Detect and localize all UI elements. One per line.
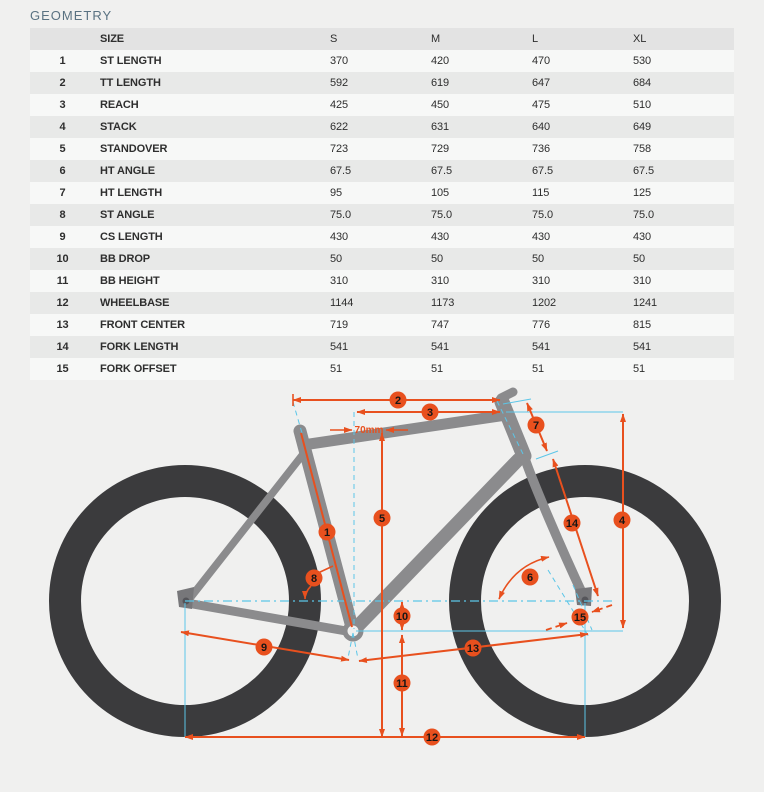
row-value-xl: 541 [633,341,652,353]
row-value-l: 776 [532,319,551,331]
table-row [30,116,734,138]
row-number: 14 [56,341,69,353]
row-label: STANDOVER [100,143,168,155]
row-value-s: 622 [330,121,349,133]
row-number: 2 [59,77,66,89]
dimension-badge-label-15: 15 [573,611,587,624]
row-value-s: 1144 [330,297,354,309]
row-value-l: 1202 [532,297,557,309]
row-value-s: 370 [330,55,349,67]
dimension-badge-label-2: 2 [394,394,402,407]
row-value-m: 747 [431,319,450,331]
dimension-badge-label-9: 9 [260,641,268,654]
row-value-m: 541 [431,341,450,353]
row-value-m: 631 [431,121,450,133]
row-label: BB DROP [100,253,151,265]
row-value-xl: 758 [633,143,652,155]
dimension-badge-label-4: 4 [618,514,626,527]
header-row [30,28,734,50]
row-value-xl: 51 [633,363,646,375]
row-value-l: 470 [532,55,551,67]
header-col-l: L [532,28,633,50]
row-number: 6 [59,165,66,177]
table-row [30,204,734,226]
row-value-l: 67.5 [532,165,554,177]
row-value-s: 592 [330,77,349,89]
row-value-l: 640 [532,121,551,133]
row-value-l: 475 [532,99,551,111]
row-number: 12 [56,297,69,309]
table-row [30,314,734,336]
row-value-m: 105 [431,187,450,199]
row-number: 11 [56,275,69,287]
chain-stay [187,603,352,632]
row-value-l: 736 [532,143,551,155]
dimension-badge-label-3: 3 [426,406,434,419]
row-number: 15 [56,363,69,375]
row-number: 5 [59,143,66,155]
page-title: GEOMETRY [30,8,113,23]
bike-geometry-diagram [0,385,764,787]
dimension-badge-label-6: 6 [526,571,534,584]
row-value-m: 67.5 [431,165,453,177]
row-number: 4 [59,121,66,133]
row-value-s: 67.5 [330,165,352,177]
row-value-xl: 125 [633,187,652,199]
dimension-badge-label-1: 1 [323,526,331,539]
row-value-m: 450 [431,99,450,111]
dimension-badge-label-11: 11 [396,677,408,690]
row-value-m: 1173 [431,297,455,309]
row-number: 3 [59,99,66,111]
row-value-l: 50 [532,253,545,265]
row-label: TT LENGTH [100,77,161,89]
dimension-badge-label-5: 5 [378,512,386,525]
bike-diagram-svg [0,385,764,787]
table-row [30,182,734,204]
row-value-s: 95 [330,187,343,199]
geometry-table [30,28,734,380]
row-value-s: 50 [330,253,343,265]
row-value-m: 75.0 [431,209,453,221]
row-value-s: 541 [330,341,349,353]
row-value-s: 425 [330,99,349,111]
table-row [30,248,734,270]
row-value-xl: 50 [633,253,646,265]
row-value-s: 75.0 [330,209,352,221]
row-value-l: 115 [532,187,550,199]
header-col-xl: XL [633,28,734,50]
row-value-l: 541 [532,341,551,353]
head-tube [502,402,524,456]
dimension-badge-label-8: 8 [310,572,318,585]
row-value-s: 51 [330,363,343,375]
row-number: 1 [59,55,66,67]
front-axle [582,597,589,604]
row-label: HT LENGTH [100,187,163,199]
row-value-xl: 75.0 [633,209,655,221]
table-row [30,292,734,314]
row-label: REACH [100,99,139,111]
row-value-m: 310 [431,275,450,287]
row-value-l: 647 [532,77,551,89]
row-value-xl: 67.5 [633,165,655,177]
row-value-xl: 684 [633,77,652,89]
dimension-badge-label-13: 13 [466,642,480,655]
dim-15-upper-arrow [592,605,612,612]
row-label: CS LENGTH [100,231,163,243]
row-value-xl: 430 [633,231,652,243]
row-value-m: 50 [431,253,444,265]
header-num [30,28,95,50]
row-value-m: 619 [431,77,450,89]
row-value-xl: 310 [633,275,652,287]
header-col-s: S [330,28,431,50]
row-value-s: 723 [330,143,349,155]
row-label: HT ANGLE [100,165,156,177]
row-number: 13 [56,319,69,331]
row-value-m: 420 [431,55,450,67]
table-row [30,336,734,358]
row-label: ST LENGTH [100,55,162,67]
geometry-table-body [30,50,734,380]
row-value-m: 729 [431,143,450,155]
row-value-s: 719 [330,319,349,331]
row-label: BB HEIGHT [100,275,160,287]
row-label: FORK OFFSET [100,363,177,375]
dim-70mm-label: 70mm [354,425,384,436]
header-col-m: M [431,28,532,50]
dimension-badge-label-12: 12 [425,731,439,744]
row-value-xl: 1241 [633,297,658,309]
row-value-l: 430 [532,231,551,243]
row-value-xl: 649 [633,121,652,133]
row-value-xl: 510 [633,99,652,111]
row-value-m: 51 [431,363,444,375]
row-number: 10 [56,253,69,265]
table-row [30,226,734,248]
dim-15-lower-arrow [546,623,567,630]
row-value-l: 51 [532,363,545,375]
row-value-l: 75.0 [532,209,554,221]
row-label: ST ANGLE [100,209,155,221]
table-row [30,94,734,116]
dimension-badge-label-14: 14 [565,517,579,530]
row-label: FORK LENGTH [100,341,179,353]
table-row [30,50,734,72]
stem [501,392,513,398]
row-label: FRONT CENTER [100,319,185,331]
fork-crown-tick [536,451,558,459]
table-row [30,160,734,182]
dimension-badge-label-10: 10 [395,610,409,623]
row-value-s: 430 [330,231,349,243]
row-number: 7 [59,187,66,199]
row-number: 8 [59,209,66,221]
table-row [30,72,734,94]
table-row [30,358,734,380]
geometry-table-header [30,28,734,50]
row-value-m: 430 [431,231,450,243]
row-label: WHEELBASE [100,297,170,309]
row-value-s: 310 [330,275,349,287]
header-size: SIZE [95,28,330,50]
row-label: STACK [100,121,137,133]
row-value-xl: 530 [633,55,652,67]
row-number: 9 [59,231,66,243]
dimension-badge-label-7: 7 [532,419,540,432]
row-value-xl: 815 [633,319,652,331]
table-row [30,270,734,292]
table-row [30,138,734,160]
row-value-l: 310 [532,275,551,287]
